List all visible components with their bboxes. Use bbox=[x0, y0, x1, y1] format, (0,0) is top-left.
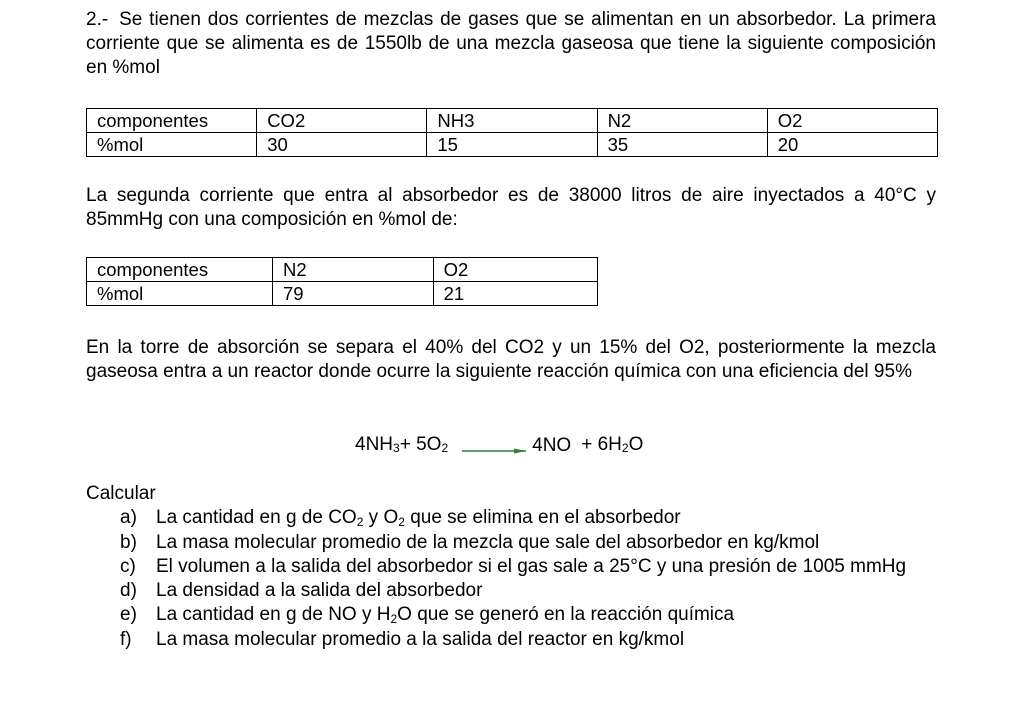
item-label: d) bbox=[120, 580, 137, 601]
table-cell: N2 bbox=[273, 258, 434, 282]
first-stream-composition-table bbox=[86, 108, 938, 157]
table-cell: %mol bbox=[87, 282, 273, 306]
second-stream-composition-table bbox=[86, 257, 598, 306]
table-cell: O2 bbox=[767, 109, 937, 133]
table-cell: 79 bbox=[273, 282, 434, 306]
absorption-text: En la torre de absorción se separa el 40% del CO2 y un 15% del O2, posteriormente la mezcla gaseosa entra a un reactor donde ocurre la siguiente reacción química con una eficiencia del 95% bbox=[86, 337, 936, 382]
table-cell: 21 bbox=[433, 282, 597, 306]
table-cell: componentes bbox=[87, 258, 273, 282]
list-item bbox=[120, 531, 936, 555]
second-stream-text: La segunda corriente que entra al absorbedor es de 38000 litros de aire inyectados a 40°C y 85mmHg con una composición en %mol de: bbox=[86, 185, 936, 230]
item-text: La cantidad en g de $CO_2$ y $O_2$ que se elimina en el absorbedor bbox=[156, 507, 681, 529]
item-label: b) bbox=[120, 532, 137, 553]
table-cell: CO2 bbox=[257, 109, 427, 133]
table-row bbox=[87, 258, 598, 282]
table-cell: 15 bbox=[427, 133, 597, 157]
item-label: a) bbox=[120, 507, 137, 528]
product-nitric-oxide: 4NO bbox=[532, 434, 572, 456]
problem-intro bbox=[86, 8, 936, 80]
problem-number: 2.- bbox=[86, 9, 109, 30]
table-cell: NH3 bbox=[427, 109, 597, 133]
item-text: La densidad a la salida del absorbedor bbox=[156, 580, 483, 601]
item-text: El volumen a la salida del absorbedor si el gas sale a 25°C y una presión de 1005 mmHg bbox=[156, 556, 907, 577]
item-label: e) bbox=[120, 604, 137, 625]
item-text: La masa molecular promedio de la mezcla que sale del absorbedor en kg/kmol bbox=[156, 532, 820, 553]
table-cell: componentes bbox=[87, 109, 257, 133]
table-cell: 20 bbox=[767, 133, 937, 157]
table-cell: %mol bbox=[87, 133, 257, 157]
table-cell: O2 bbox=[433, 258, 597, 282]
calcular-heading: Calcular bbox=[86, 483, 156, 504]
table-row bbox=[87, 109, 938, 133]
list-item bbox=[120, 506, 936, 531]
item-text: La masa molecular promedio a la salida del reactor en kg/kmol bbox=[156, 629, 685, 650]
list-item bbox=[120, 555, 936, 579]
table-cell: 30 bbox=[257, 133, 427, 157]
list-item bbox=[120, 579, 936, 603]
table-cell: 35 bbox=[597, 133, 767, 157]
chemical-reaction-equation bbox=[355, 433, 643, 458]
item-text: La cantidad en g de NO y $H_2O$ que se generó en la reacción química bbox=[156, 604, 735, 626]
list-item bbox=[120, 603, 936, 628]
item-label: f) bbox=[120, 629, 132, 650]
table-cell: N2 bbox=[597, 109, 767, 133]
list-item bbox=[120, 628, 936, 652]
table-row bbox=[87, 133, 938, 157]
product-water: + $6H_2O$ bbox=[581, 434, 644, 455]
item-label: c) bbox=[120, 556, 136, 577]
reaction-arrow-icon bbox=[462, 440, 528, 452]
intro-text: Se tienen dos corrientes de mezclas de gases que se alimentan en un absorbedor. La primera corriente que se alimenta es de 1550lb de una mezcla gaseosa que tiene la siguiente composición en %mol bbox=[86, 9, 936, 78]
question-list bbox=[120, 506, 936, 652]
reactant-ammonia: $4NH_3$ bbox=[355, 434, 400, 455]
table-row bbox=[87, 282, 598, 306]
reactant-oxygen: + $5O_2$ bbox=[399, 434, 449, 455]
